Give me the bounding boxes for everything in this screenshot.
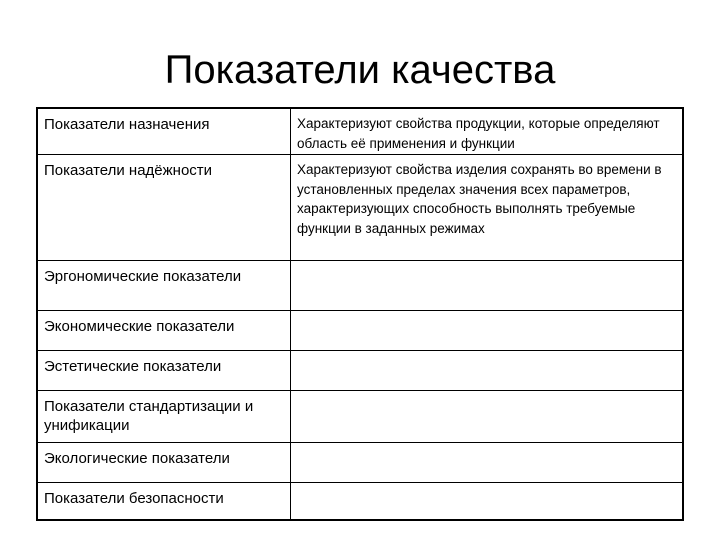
indicator-description: [290, 483, 682, 519]
indicator-description: Характеризуют свойства изделия сохранять во времени в установленных пределах значения всех параметров, характеризующих способность выполнять требуемые функции в заданных режимах: [290, 155, 682, 260]
indicator-name: Экологические показатели: [44, 450, 230, 467]
quality-indicators-table: [36, 107, 684, 521]
indicator-name: Показатели назначения: [44, 116, 210, 133]
table-row: [38, 443, 682, 483]
table-row: [38, 483, 682, 519]
indicator-name: Эргономические показатели: [44, 268, 242, 285]
table-row: [38, 261, 682, 311]
table-row: [38, 351, 682, 391]
table-row: [38, 109, 682, 155]
indicator-description: [290, 443, 682, 482]
slide-title: Показатели качества: [164, 48, 556, 92]
table-row: [38, 311, 682, 351]
indicator-name: Показатели безопасности: [44, 490, 224, 507]
indicator-name: Эстетические показатели: [44, 358, 222, 375]
indicator-description: [290, 261, 682, 310]
indicator-name: Показатели надёжности: [44, 162, 213, 179]
indicator-description: Характеризуют свойства продукции, которые определяют область её применения и функции: [290, 109, 682, 154]
indicator-description: [290, 351, 682, 390]
indicator-name: Показатели стандартизации и унификации: [44, 398, 254, 434]
table-row: [38, 391, 682, 443]
indicator-name: Экономические показатели: [44, 318, 235, 335]
indicator-description: [290, 311, 682, 350]
table-row: [38, 155, 682, 261]
indicator-description: [290, 391, 682, 442]
